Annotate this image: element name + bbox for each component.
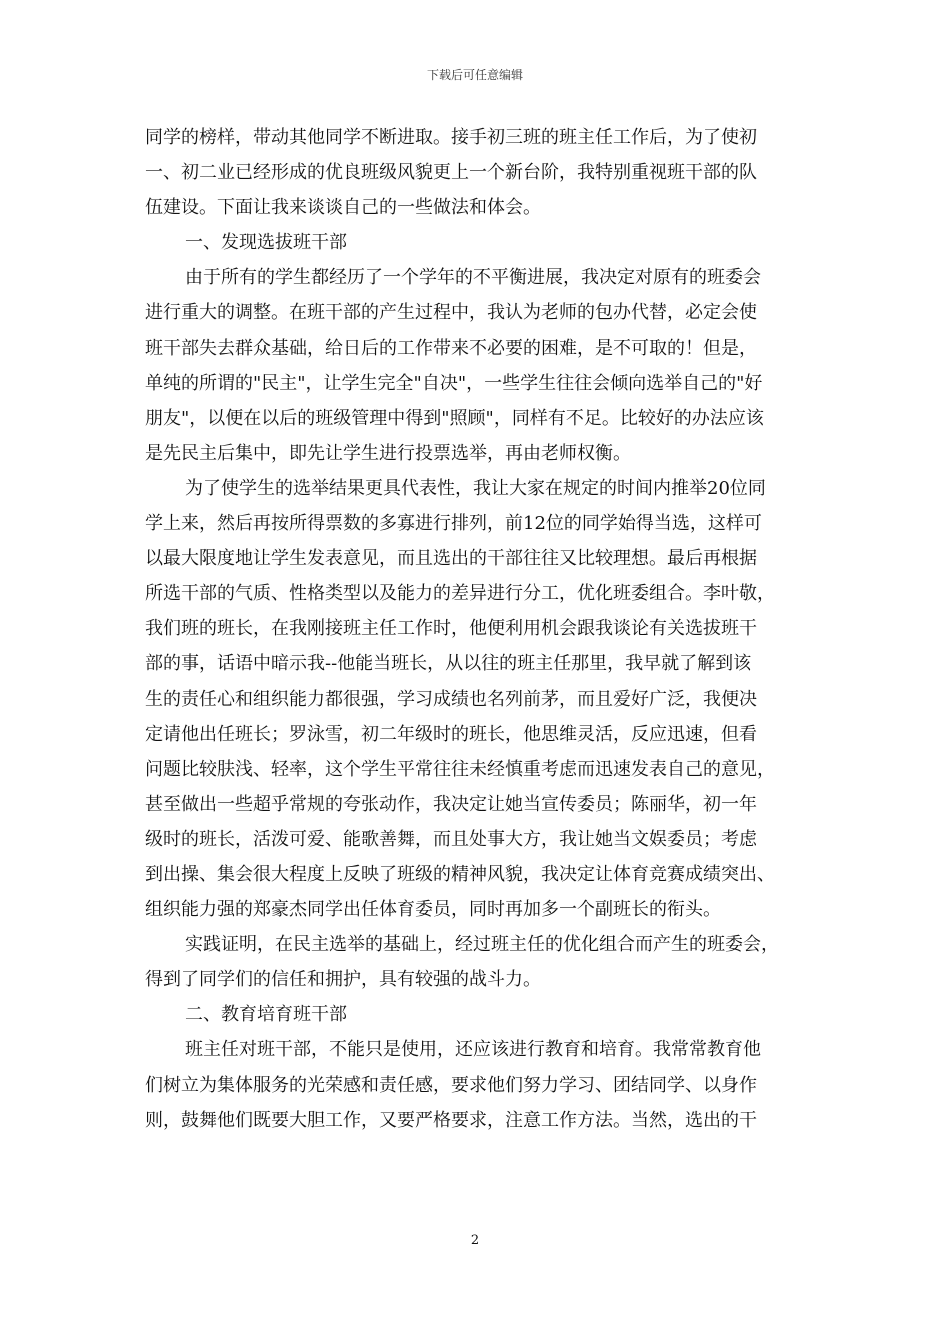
text-line: 班主任对班干部，不能只是使用，还应该进行教育和培育。我常常教育他 — [185, 1039, 761, 1061]
text-line: 同学的榜样，带动其他同学不断进取。接手初三班的班主任工作后，为了使初 — [145, 127, 757, 148]
text-line: 级时的班长，活泼可爱、能歌善舞，而且处事大方，我让她当文娱委员；考虑 — [145, 828, 757, 850]
page-number: 2 — [470, 1233, 480, 1248]
text-line: 生的责任心和组织能力都很强，学习成绩也名列前茅，而且爱好广泛，我便决 — [145, 688, 757, 710]
text-line: 问题比较肤浅、轻率，这个学生平常往往未经慎重考虑而迅速发表自己的意见， — [145, 758, 775, 780]
text-line: 部的事，话语中暗示我--他能当班长，从以往的班主任那里，我早就了解到该 — [145, 653, 752, 675]
text-line: 组织能力强的郑豪杰同学出任体育委员，同时再加多一个副班长的衔头。 — [145, 899, 721, 921]
text-line: 则，鼓舞他们既要大胆工作，又要严格要求，注意工作方法。当然，选出的干 — [145, 1109, 757, 1131]
text-line: 们树立为集体服务的光荣感和责任感，要求他们努力学习、团结同学、以身作 — [145, 1074, 757, 1096]
text-line: 是先民主后集中，即先让学生进行投票选举，再由老师权衡。 — [145, 442, 631, 464]
text-line: 实践证明，在民主选举的基础上，经过班主任的优化组合而产生的班委会， — [185, 934, 779, 956]
text-line: 得到了同学们的信任和拥护，具有较强的战斗力。 — [145, 969, 541, 991]
document-body — [145, 120, 820, 1138]
text-line: 伍建设。下面让我来谈谈自己的一些做法和体会。 — [145, 197, 541, 219]
text-line: 单纯的所谓的"民主"，让学生完全"自决"，一些学生往往会倾向选举自己的"好 — [145, 372, 763, 394]
text-line: 一、初二业已经形成的优良班级风貌更上一个新台阶，我特别重视班干部的队 — [145, 162, 757, 184]
text-line: 到出操、集会很大程度上反映了班级的精神风貌，我决定让体育竞赛成绩突出、 — [145, 863, 775, 885]
text-line: 以最大限度地让学生发表意见，而且选出的干部往往又比较理想。最后再根据 — [145, 548, 757, 570]
text-line: 我们班的班长，在我刚接班主任工作时，他便利用机会跟我谈论有关选拔班干 — [145, 618, 757, 640]
text-line: 学上来，然后再按所得票数的多寡进行排列，前12位的同学始得当选，这样可 — [145, 513, 762, 535]
text-line: 朋友"，以便在以后的班级管理中得到"照顾"，同样有不足。比较好的办法应该 — [145, 407, 764, 429]
text-line: 甚至做出一些超乎常规的夸张动作，我决定让她当宣传委员；陈丽华，初一年 — [145, 793, 757, 815]
text-line: 进行重大的调整。在班干部的产生过程中，我认为老师的包办代替，必定会使 — [145, 302, 757, 324]
text-line: 定请他出任班长；罗泳雪，初二年级时的班长，他思维灵活，反应迅速，但看 — [145, 723, 757, 745]
section-heading: 一、发现选拔班干部 — [185, 232, 347, 254]
page-header: 下载后可任意编辑 — [426, 68, 523, 82]
text-line: 班干部失去群众基础，给日后的工作带来不必要的困难，是不可取的！但是， — [145, 337, 757, 359]
section-heading: 二、教育培育班干部 — [185, 1004, 347, 1026]
text-line: 由于所有的学生都经历了一个学年的不平衡进展，我决定对原有的班委会 — [185, 267, 761, 289]
text-line: 所选干部的气质、性格类型以及能力的差异进行分工，优化班委组合。李叶敬， — [145, 583, 775, 605]
text-line: 为了使学生的选举结果更具代表性，我让大家在规定的时间内推举20位同 — [185, 477, 766, 499]
